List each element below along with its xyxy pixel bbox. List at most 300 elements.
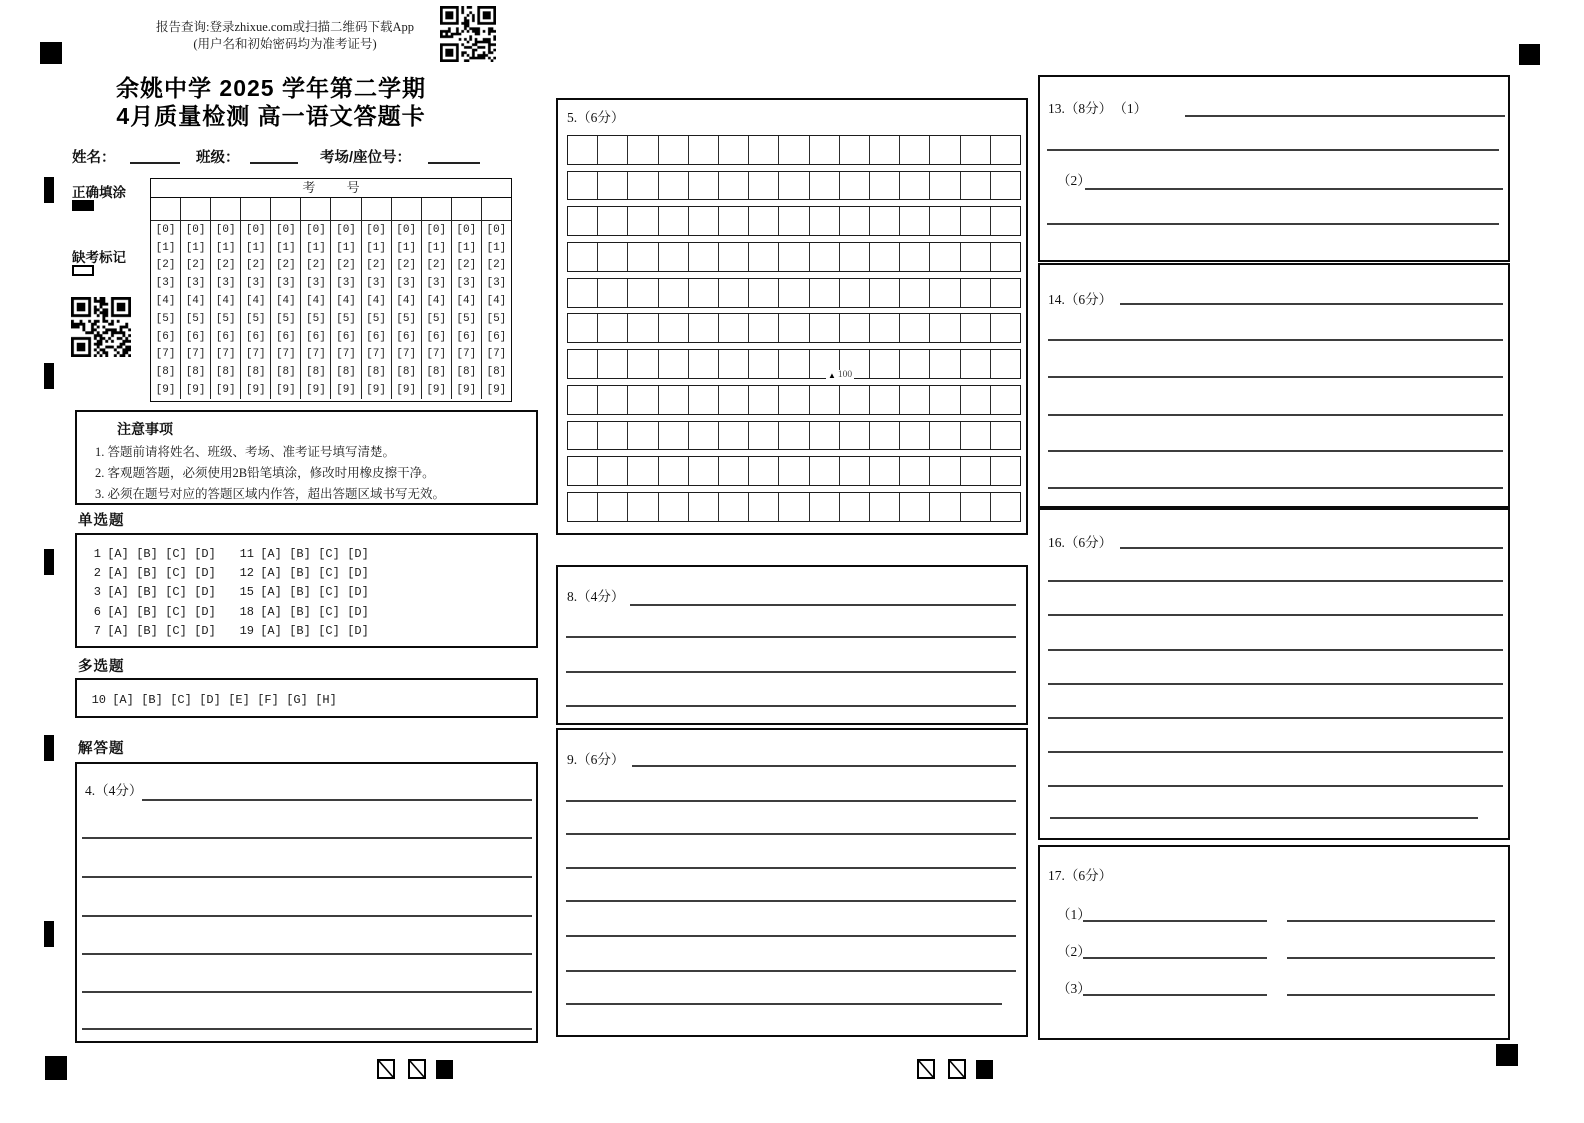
- composition-grid-cell[interactable]: [990, 243, 1020, 271]
- digit-bubble[interactable]: [3]: [426, 277, 447, 290]
- digit-bubble[interactable]: [8]: [155, 366, 176, 379]
- composition-grid-cell[interactable]: [688, 207, 718, 235]
- digit-bubble[interactable]: [9]: [486, 384, 507, 397]
- answer-bubble[interactable]: [D]: [194, 566, 216, 581]
- digit-bubble[interactable]: [3]: [336, 277, 356, 290]
- composition-grid-cell[interactable]: [990, 422, 1020, 450]
- digit-bubble[interactable]: [7]: [185, 348, 206, 361]
- answer-line[interactable]: [82, 915, 532, 917]
- composition-grid-cell[interactable]: [869, 457, 899, 485]
- composition-grid-cell[interactable]: [809, 243, 839, 271]
- digit-bubble[interactable]: [5]: [155, 312, 176, 325]
- digit-bubble[interactable]: [0]: [426, 223, 447, 236]
- answer-bubble[interactable]: [D]: [194, 624, 216, 639]
- composition-grid-cell[interactable]: [748, 386, 778, 414]
- examno-write-cell[interactable]: [151, 198, 180, 221]
- composition-grid-cell[interactable]: [809, 314, 839, 342]
- answer-bubble[interactable]: [G]: [286, 692, 308, 707]
- composition-grid-cell[interactable]: [627, 422, 657, 450]
- answer-bubble[interactable]: [D]: [194, 546, 216, 561]
- digit-bubble[interactable]: [9]: [275, 384, 296, 397]
- composition-grid-cell[interactable]: [718, 136, 748, 164]
- answer-bubble[interactable]: [C]: [165, 624, 187, 639]
- examno-write-cell[interactable]: [392, 198, 421, 221]
- answer-bubble[interactable]: [B]: [289, 624, 311, 639]
- digit-bubble[interactable]: [7]: [366, 348, 386, 361]
- digit-bubble[interactable]: [4]: [336, 295, 356, 308]
- composition-grid-cell[interactable]: [899, 493, 929, 521]
- composition-grid-cell[interactable]: [990, 314, 1020, 342]
- composition-grid-cell[interactable]: [809, 386, 839, 414]
- composition-grid-cell[interactable]: [899, 386, 929, 414]
- answer-line[interactable]: [1048, 450, 1503, 452]
- name-field[interactable]: [130, 162, 180, 164]
- digit-bubble[interactable]: [1]: [275, 241, 296, 254]
- digit-bubble[interactable]: [6]: [155, 330, 176, 343]
- digit-bubble[interactable]: [3]: [366, 277, 386, 290]
- composition-grid-cell[interactable]: [658, 172, 688, 200]
- composition-grid-cell[interactable]: [627, 172, 657, 200]
- digit-bubble[interactable]: [5]: [456, 312, 477, 325]
- digit-bubble[interactable]: [6]: [215, 330, 236, 343]
- composition-grid-cell[interactable]: [809, 279, 839, 307]
- digit-bubble[interactable]: [2]: [215, 259, 236, 272]
- class-field[interactable]: [250, 162, 298, 164]
- composition-grid-cell[interactable]: [597, 172, 627, 200]
- digit-bubble[interactable]: [0]: [155, 223, 176, 236]
- digit-bubble[interactable]: [6]: [245, 330, 266, 343]
- composition-grid-cell[interactable]: [990, 350, 1020, 378]
- composition-grid-cell[interactable]: [809, 136, 839, 164]
- composition-grid-cell[interactable]: [688, 386, 718, 414]
- digit-bubble[interactable]: [1]: [185, 241, 206, 254]
- composition-grid-cell[interactable]: [778, 314, 808, 342]
- composition-grid-cell[interactable]: [748, 422, 778, 450]
- composition-grid-cell[interactable]: [658, 386, 688, 414]
- examno-write-cell[interactable]: [362, 198, 391, 221]
- answer-bubble[interactable]: [F]: [257, 692, 279, 707]
- composition-grid-cell[interactable]: [778, 386, 808, 414]
- digit-bubble[interactable]: [8]: [306, 366, 326, 379]
- answer-line[interactable]: [82, 837, 532, 839]
- answer-line[interactable]: [82, 953, 532, 955]
- digit-bubble[interactable]: [0]: [456, 223, 477, 236]
- composition-grid-cell[interactable]: [568, 279, 597, 307]
- answer-bubble[interactable]: [A]: [260, 546, 282, 561]
- digit-bubble[interactable]: [0]: [486, 223, 507, 236]
- digit-bubble[interactable]: [6]: [486, 330, 507, 343]
- digit-bubble[interactable]: [8]: [456, 366, 477, 379]
- composition-grid-cell[interactable]: [748, 493, 778, 521]
- digit-bubble[interactable]: [5]: [245, 312, 266, 325]
- composition-grid-cell[interactable]: [899, 314, 929, 342]
- digit-bubble[interactable]: [9]: [306, 384, 326, 397]
- composition-grid-cell[interactable]: [627, 386, 657, 414]
- composition-grid-cell[interactable]: [809, 457, 839, 485]
- composition-grid-cell[interactable]: [929, 172, 959, 200]
- composition-grid-cell[interactable]: [748, 457, 778, 485]
- answer-bubble[interactable]: [A]: [260, 566, 282, 581]
- digit-bubble[interactable]: [5]: [486, 312, 507, 325]
- composition-grid-cell[interactable]: [990, 457, 1020, 485]
- composition-grid-cell[interactable]: [568, 172, 597, 200]
- digit-bubble[interactable]: [7]: [245, 348, 266, 361]
- digit-bubble[interactable]: [8]: [336, 366, 356, 379]
- digit-bubble[interactable]: [7]: [275, 348, 296, 361]
- composition-grid-cell[interactable]: [778, 457, 808, 485]
- digit-bubble[interactable]: [5]: [306, 312, 326, 325]
- digit-bubble[interactable]: [8]: [245, 366, 266, 379]
- digit-bubble[interactable]: [1]: [215, 241, 236, 254]
- answer-line[interactable]: [82, 876, 532, 878]
- digit-bubble[interactable]: [4]: [426, 295, 447, 308]
- composition-grid-cell[interactable]: [990, 207, 1020, 235]
- composition-grid-cell[interactable]: [658, 243, 688, 271]
- digit-bubble[interactable]: [5]: [275, 312, 296, 325]
- digit-bubble[interactable]: [4]: [486, 295, 507, 308]
- digit-bubble[interactable]: [0]: [245, 223, 266, 236]
- digit-bubble[interactable]: [2]: [306, 259, 326, 272]
- digit-bubble[interactable]: [5]: [396, 312, 417, 325]
- composition-grid-cell[interactable]: [658, 207, 688, 235]
- examno-write-cell[interactable]: [452, 198, 481, 221]
- answer-bubble[interactable]: [B]: [289, 604, 311, 619]
- digit-bubble[interactable]: [7]: [215, 348, 236, 361]
- answer-line[interactable]: [1287, 920, 1495, 922]
- answer-bubble[interactable]: [D]: [347, 546, 369, 561]
- composition-grid-cell[interactable]: [990, 136, 1020, 164]
- examno-write-cell[interactable]: [271, 198, 300, 221]
- composition-grid-cell[interactable]: [899, 243, 929, 271]
- composition-grid-cell[interactable]: [627, 279, 657, 307]
- answer-line[interactable]: [1048, 751, 1503, 753]
- digit-bubble[interactable]: [3]: [306, 277, 326, 290]
- composition-grid-cell[interactable]: [839, 136, 869, 164]
- composition-grid-cell[interactable]: [869, 243, 899, 271]
- answer-line[interactable]: [566, 935, 1016, 937]
- composition-grid-cell[interactable]: [869, 422, 899, 450]
- composition-grid-cell[interactable]: [960, 279, 990, 307]
- composition-grid-cell[interactable]: [597, 493, 627, 521]
- seat-field[interactable]: [428, 162, 480, 164]
- composition-grid-cell[interactable]: [869, 207, 899, 235]
- examno-write-cell[interactable]: [482, 198, 511, 221]
- digit-bubble[interactable]: [0]: [185, 223, 206, 236]
- composition-grid-cell[interactable]: [658, 493, 688, 521]
- digit-bubble[interactable]: [4]: [366, 295, 386, 308]
- composition-grid-cell[interactable]: [899, 350, 929, 378]
- digit-bubble[interactable]: [8]: [215, 366, 236, 379]
- composition-grid-cell[interactable]: [929, 243, 959, 271]
- answer-line[interactable]: [1185, 115, 1505, 117]
- digit-bubble[interactable]: [7]: [486, 348, 507, 361]
- answer-line[interactable]: [566, 867, 1016, 869]
- answer-line[interactable]: [566, 671, 1016, 673]
- digit-bubble[interactable]: [3]: [185, 277, 206, 290]
- composition-grid-cell[interactable]: [597, 243, 627, 271]
- composition-grid-cell[interactable]: [778, 350, 808, 378]
- digit-bubble[interactable]: [3]: [155, 277, 176, 290]
- digit-bubble[interactable]: [3]: [456, 277, 477, 290]
- digit-bubble[interactable]: [7]: [396, 348, 417, 361]
- answer-bubble[interactable]: [C]: [318, 546, 340, 561]
- answer-line[interactable]: [1048, 580, 1503, 582]
- digit-bubble[interactable]: [3]: [245, 277, 266, 290]
- answer-line[interactable]: [566, 900, 1016, 902]
- composition-grid-cell[interactable]: [929, 493, 959, 521]
- composition-grid-cell[interactable]: [718, 493, 748, 521]
- digit-bubble[interactable]: [5]: [336, 312, 356, 325]
- composition-grid-cell[interactable]: [627, 314, 657, 342]
- composition-grid-cell[interactable]: [899, 279, 929, 307]
- digit-bubble[interactable]: [4]: [275, 295, 296, 308]
- composition-grid-cell[interactable]: [597, 422, 627, 450]
- composition-grid-cell[interactable]: [869, 172, 899, 200]
- answer-line[interactable]: [82, 991, 532, 993]
- composition-grid-cell[interactable]: [778, 136, 808, 164]
- composition-grid-cell[interactable]: [929, 314, 959, 342]
- digit-bubble[interactable]: [1]: [486, 241, 507, 254]
- answer-line[interactable]: [566, 970, 1016, 972]
- digit-bubble[interactable]: [9]: [185, 384, 206, 397]
- composition-grid-cell[interactable]: [688, 422, 718, 450]
- examno-write-cell[interactable]: [211, 198, 240, 221]
- composition-grid-cell[interactable]: [568, 207, 597, 235]
- composition-grid-cell[interactable]: [627, 243, 657, 271]
- composition-grid-cell[interactable]: [627, 457, 657, 485]
- composition-grid-cell[interactable]: [658, 350, 688, 378]
- composition-grid-cell[interactable]: [809, 207, 839, 235]
- composition-grid-cell[interactable]: [778, 279, 808, 307]
- composition-grid-cell[interactable]: [899, 136, 929, 164]
- composition-grid-cell[interactable]: [960, 422, 990, 450]
- composition-grid-cell[interactable]: [929, 350, 959, 378]
- composition-grid-cell[interactable]: [960, 493, 990, 521]
- composition-grid-cell[interactable]: [688, 243, 718, 271]
- composition-grid-cell[interactable]: [748, 172, 778, 200]
- digit-bubble[interactable]: [3]: [215, 277, 236, 290]
- answer-bubble[interactable]: [B]: [289, 546, 311, 561]
- answer-bubble[interactable]: [C]: [170, 692, 192, 707]
- digit-bubble[interactable]: [3]: [486, 277, 507, 290]
- composition-grid-cell[interactable]: [960, 314, 990, 342]
- composition-grid-cell[interactable]: [990, 493, 1020, 521]
- composition-grid-cell[interactable]: [568, 422, 597, 450]
- digit-bubble[interactable]: [0]: [306, 223, 326, 236]
- composition-grid-cell[interactable]: [597, 207, 627, 235]
- digit-bubble[interactable]: [3]: [275, 277, 296, 290]
- answer-line[interactable]: [1048, 717, 1503, 719]
- digit-bubble[interactable]: [4]: [456, 295, 477, 308]
- composition-grid-cell[interactable]: [568, 314, 597, 342]
- composition-grid-cell[interactable]: [568, 350, 597, 378]
- digit-bubble[interactable]: [7]: [336, 348, 356, 361]
- composition-grid-cell[interactable]: [748, 136, 778, 164]
- answer-line[interactable]: [1287, 994, 1495, 996]
- digit-bubble[interactable]: [6]: [396, 330, 417, 343]
- composition-grid-cell[interactable]: [627, 136, 657, 164]
- answer-line[interactable]: [566, 1003, 1002, 1005]
- answer-bubble[interactable]: [A]: [107, 585, 129, 600]
- composition-grid-cell[interactable]: [658, 136, 688, 164]
- answer-line[interactable]: [1048, 414, 1503, 416]
- digit-bubble[interactable]: [6]: [275, 330, 296, 343]
- composition-grid-cell[interactable]: [869, 350, 899, 378]
- answer-line[interactable]: [82, 1028, 532, 1030]
- answer-bubble[interactable]: [B]: [136, 566, 158, 581]
- answer-bubble[interactable]: [D]: [194, 604, 216, 619]
- answer-line[interactable]: [1047, 223, 1499, 225]
- composition-grid-cell[interactable]: [688, 314, 718, 342]
- answer-bubble[interactable]: [B]: [141, 692, 163, 707]
- digit-bubble[interactable]: [6]: [456, 330, 477, 343]
- digit-bubble[interactable]: [9]: [456, 384, 477, 397]
- answer-bubble[interactable]: [B]: [136, 585, 158, 600]
- answer-bubble[interactable]: [A]: [107, 624, 129, 639]
- answer-line[interactable]: [566, 800, 1016, 802]
- digit-bubble[interactable]: [7]: [426, 348, 447, 361]
- composition-grid-cell[interactable]: [839, 457, 869, 485]
- composition-grid-cell[interactable]: [718, 422, 748, 450]
- answer-line[interactable]: [1048, 683, 1503, 685]
- answer-bubble[interactable]: [C]: [318, 604, 340, 619]
- digit-bubble[interactable]: [2]: [155, 259, 176, 272]
- answer-bubble[interactable]: [A]: [107, 546, 129, 561]
- digit-bubble[interactable]: [7]: [456, 348, 477, 361]
- composition-grid-cell[interactable]: [839, 493, 869, 521]
- digit-bubble[interactable]: [2]: [275, 259, 296, 272]
- digit-bubble[interactable]: [2]: [245, 259, 266, 272]
- composition-grid-cell[interactable]: [869, 493, 899, 521]
- composition-grid-cell[interactable]: [809, 493, 839, 521]
- digit-bubble[interactable]: [1]: [155, 241, 176, 254]
- digit-bubble[interactable]: [9]: [215, 384, 236, 397]
- examno-write-cell[interactable]: [241, 198, 270, 221]
- digit-bubble[interactable]: [5]: [366, 312, 386, 325]
- digit-bubble[interactable]: [1]: [245, 241, 266, 254]
- composition-grid-cell[interactable]: [899, 207, 929, 235]
- answer-bubble[interactable]: [C]: [318, 624, 340, 639]
- digit-bubble[interactable]: [0]: [215, 223, 236, 236]
- examno-write-cell[interactable]: [301, 198, 330, 221]
- answer-line[interactable]: [1050, 817, 1478, 819]
- composition-grid-cell[interactable]: [960, 136, 990, 164]
- digit-bubble[interactable]: [4]: [185, 295, 206, 308]
- composition-grid-cell[interactable]: [869, 136, 899, 164]
- answer-line[interactable]: [566, 705, 1016, 707]
- digit-bubble[interactable]: [0]: [396, 223, 417, 236]
- composition-grid-cell[interactable]: [960, 386, 990, 414]
- digit-bubble[interactable]: [9]: [366, 384, 386, 397]
- composition-grid-cell[interactable]: [688, 457, 718, 485]
- composition-grid-cell[interactable]: [658, 279, 688, 307]
- composition-grid-cell[interactable]: [568, 493, 597, 521]
- answer-line[interactable]: [1120, 547, 1503, 549]
- composition-grid-cell[interactable]: [839, 422, 869, 450]
- digit-bubble[interactable]: [5]: [185, 312, 206, 325]
- composition-grid-cell[interactable]: [839, 314, 869, 342]
- answer-line[interactable]: [1120, 303, 1503, 305]
- digit-bubble[interactable]: [6]: [306, 330, 326, 343]
- digit-bubble[interactable]: [9]: [426, 384, 447, 397]
- composition-grid-cell[interactable]: [839, 243, 869, 271]
- digit-bubble[interactable]: [8]: [366, 366, 386, 379]
- answer-line[interactable]: [1048, 649, 1503, 651]
- digit-bubble[interactable]: [1]: [456, 241, 477, 254]
- digit-bubble[interactable]: [1]: [306, 241, 326, 254]
- answer-bubble[interactable]: [B]: [136, 624, 158, 639]
- composition-grid-cell[interactable]: [718, 172, 748, 200]
- examno-write-cell[interactable]: [181, 198, 210, 221]
- answer-bubble[interactable]: [A]: [107, 604, 129, 619]
- digit-bubble[interactable]: [9]: [396, 384, 417, 397]
- composition-grid-cell[interactable]: [718, 207, 748, 235]
- composition-grid-cell[interactable]: [990, 172, 1020, 200]
- digit-bubble[interactable]: [4]: [215, 295, 236, 308]
- answer-line[interactable]: [1048, 487, 1503, 489]
- digit-bubble[interactable]: [7]: [155, 348, 176, 361]
- answer-bubble[interactable]: [D]: [347, 585, 369, 600]
- answer-line[interactable]: [566, 833, 1016, 835]
- digit-bubble[interactable]: [8]: [275, 366, 296, 379]
- answer-bubble[interactable]: [D]: [347, 566, 369, 581]
- digit-bubble[interactable]: [7]: [306, 348, 326, 361]
- composition-grid-cell[interactable]: [658, 457, 688, 485]
- composition-grid-cell[interactable]: [688, 350, 718, 378]
- composition-grid-cell[interactable]: [627, 493, 657, 521]
- composition-grid-cell[interactable]: [718, 279, 748, 307]
- composition-grid-cell[interactable]: [658, 422, 688, 450]
- answer-bubble[interactable]: [B]: [289, 566, 311, 581]
- answer-line[interactable]: [1048, 614, 1503, 616]
- composition-grid-cell[interactable]: [899, 422, 929, 450]
- composition-grid-cell[interactable]: [718, 314, 748, 342]
- composition-grid-cell[interactable]: [688, 493, 718, 521]
- composition-grid-cell[interactable]: [778, 422, 808, 450]
- digit-bubble[interactable]: [2]: [185, 259, 206, 272]
- digit-bubble[interactable]: [0]: [275, 223, 296, 236]
- answer-line[interactable]: [1048, 376, 1503, 378]
- answer-bubble[interactable]: [A]: [112, 692, 134, 707]
- composition-grid-cell[interactable]: [960, 457, 990, 485]
- answer-bubble[interactable]: [B]: [136, 546, 158, 561]
- answer-bubble[interactable]: [D]: [199, 692, 221, 707]
- composition-grid-cell[interactable]: [960, 243, 990, 271]
- answer-line[interactable]: [1287, 957, 1495, 959]
- answer-bubble[interactable]: [A]: [260, 585, 282, 600]
- answer-bubble[interactable]: [D]: [347, 624, 369, 639]
- answer-line[interactable]: [1083, 994, 1267, 996]
- composition-grid-cell[interactable]: [778, 243, 808, 271]
- answer-bubble[interactable]: [B]: [136, 604, 158, 619]
- digit-bubble[interactable]: [0]: [336, 223, 356, 236]
- digit-bubble[interactable]: [4]: [306, 295, 326, 308]
- composition-grid-cell[interactable]: [568, 243, 597, 271]
- examno-write-cell[interactable]: [331, 198, 360, 221]
- composition-grid-cell[interactable]: [597, 350, 627, 378]
- digit-bubble[interactable]: [1]: [396, 241, 417, 254]
- composition-grid-cell[interactable]: [869, 314, 899, 342]
- digit-bubble[interactable]: [2]: [396, 259, 417, 272]
- composition-grid-cell[interactable]: [568, 386, 597, 414]
- composition-grid-cell[interactable]: [718, 350, 748, 378]
- composition-grid-cell[interactable]: [597, 279, 627, 307]
- composition-grid-cell[interactable]: [688, 279, 718, 307]
- digit-bubble[interactable]: [6]: [336, 330, 356, 343]
- composition-grid-cell[interactable]: [869, 386, 899, 414]
- composition-grid-cell[interactable]: [597, 457, 627, 485]
- digit-bubble[interactable]: [9]: [336, 384, 356, 397]
